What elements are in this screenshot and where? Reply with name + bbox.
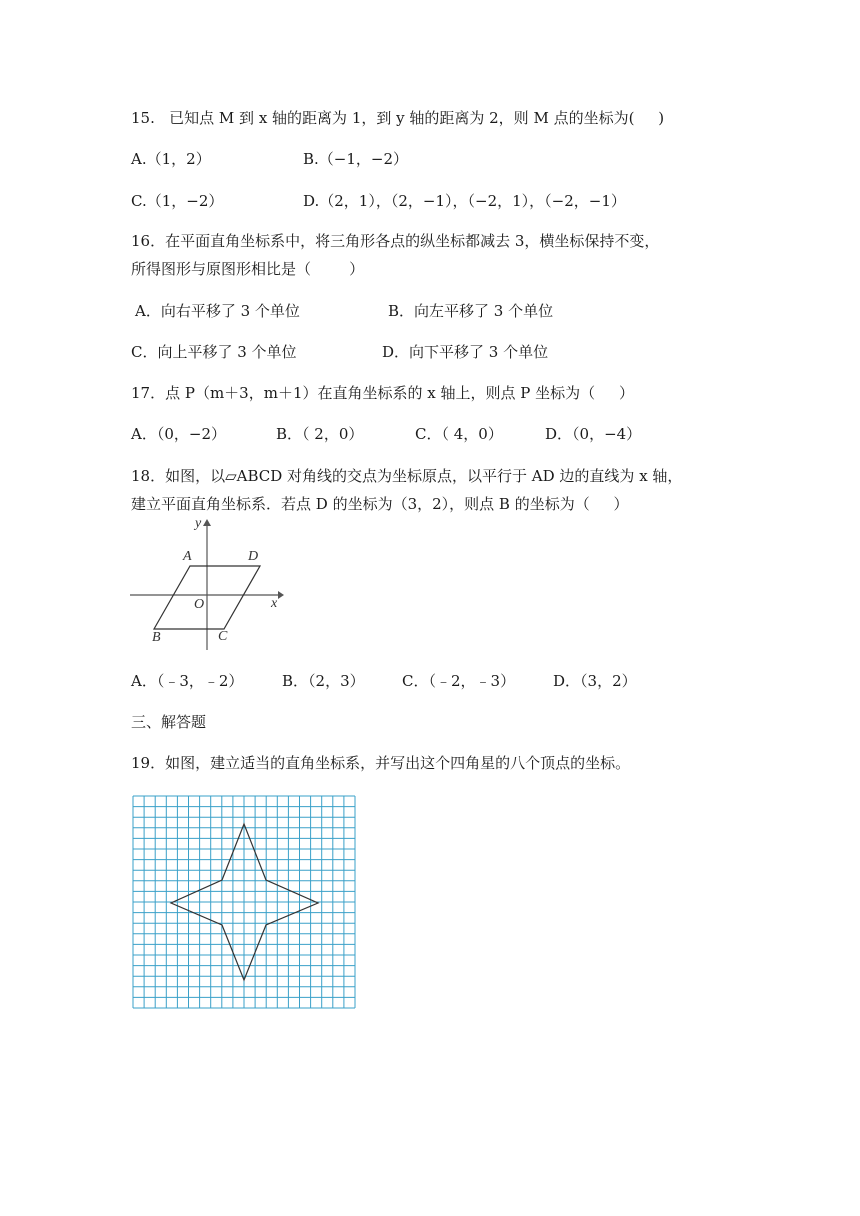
q17-option-b[interactable]: B．（ 2，0）	[276, 425, 364, 443]
star-grid-figure	[132, 795, 356, 1009]
q16-option-b[interactable]: B．向左平移了 3 个单位	[388, 302, 554, 320]
q16-option-a[interactable]: A．向右平移了 3 个单位	[135, 302, 300, 320]
q16-stem-line2: 所得图形与原图形相比是（ ）	[131, 260, 365, 278]
q18-option-c[interactable]: C．（﹣2，﹣3）	[402, 672, 516, 690]
vertex-a-label: A	[183, 549, 192, 564]
q15-option-a[interactable]: A.（1，2）	[131, 150, 211, 168]
origin-label: O	[194, 597, 205, 612]
section-title: 三、解答题	[131, 713, 207, 731]
q18-option-b[interactable]: B．（2，3）	[282, 672, 365, 690]
q15-stem: 15. 已知点 M 到 x 轴的距离为 1，到 y 轴的距离为 2，则 M 点的坐标为( )	[131, 109, 665, 127]
q15-option-b[interactable]: B.（−1，−2）	[303, 150, 409, 168]
axis-y-label: y	[195, 516, 202, 531]
q15-option-c[interactable]: C.（1，−2）	[131, 192, 224, 210]
vertex-b-label: B	[152, 630, 161, 645]
q18-option-a[interactable]: A．（﹣3，﹣2）	[131, 672, 244, 690]
grid-lines	[133, 796, 355, 1008]
q16-option-c[interactable]: C．向上平移了 3 个单位	[131, 343, 297, 361]
y-axis-arrow	[203, 519, 211, 526]
q17-option-c[interactable]: C．（ 4，0）	[415, 425, 503, 443]
vertex-d-label: D	[248, 549, 259, 564]
q18-stem-line2: 建立平面直角坐标系．若点 D 的坐标为（3，2），则点 B 的坐标为（ ）	[131, 495, 629, 513]
q17-option-d[interactable]: D．（0，−4）	[545, 425, 642, 443]
q19-stem: 19．如图，建立适当的直角坐标系，并写出这个四角星的八个顶点的坐标。	[131, 754, 631, 772]
q18-option-d[interactable]: D．（3，2）	[553, 672, 637, 690]
q16-option-d[interactable]: D．向下平移了 3 个单位	[382, 343, 549, 361]
parallelogram-figure	[128, 514, 288, 654]
axis-x-label: x	[271, 596, 278, 611]
q18-stem-line1: 18．如图，以▱ABCD 对角线的交点为坐标原点，以平行于 AD 边的直线为 x 轴，	[131, 467, 683, 485]
q15-option-d[interactable]: D.（2，1），（2，−1），（−2，1），（−2，−1）	[303, 192, 626, 210]
vertex-c-label: C	[218, 629, 228, 644]
x-axis-arrow	[278, 591, 284, 599]
q17-stem: 17．点 P（m＋3，m＋1）在直角坐标系的 x 轴上，则点 P 坐标为（ ）	[131, 384, 634, 402]
q17-option-a[interactable]: A．（0，−2）	[131, 425, 226, 443]
q16-stem-line1: 16．在平面直角坐标系中，将三角形各点的纵坐标都减去 3，横坐标保持不变，	[131, 232, 660, 250]
